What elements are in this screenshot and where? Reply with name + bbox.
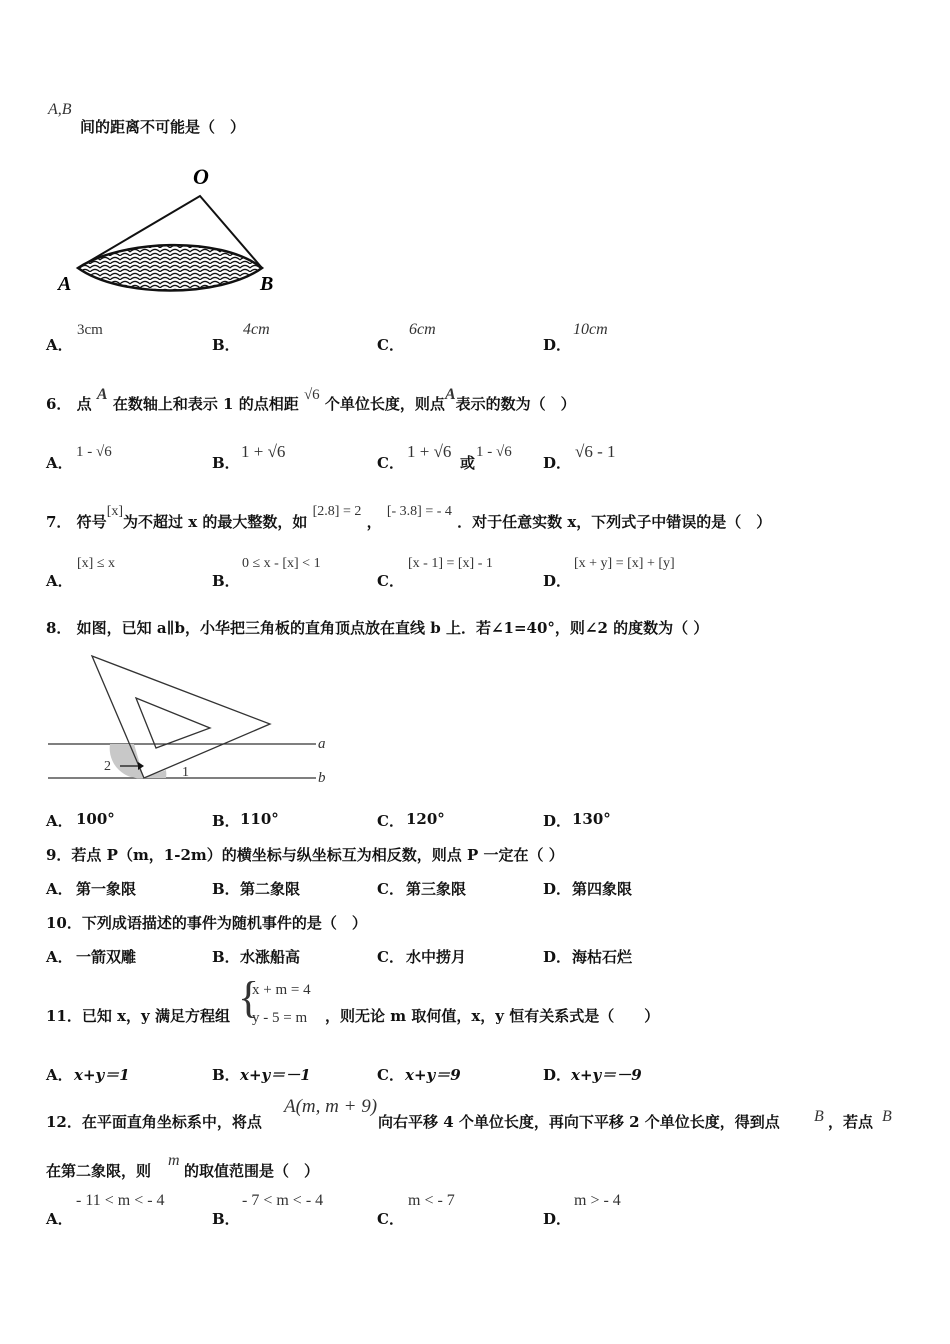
q5-option-c-letter: C． <box>377 336 404 354</box>
q9-option-c-value: 第三象限 <box>406 880 467 898</box>
q10-option-c-letter: C． <box>377 948 404 966</box>
q11-option-c-letter: C． <box>377 1066 404 1084</box>
q9-option-a-letter: A． <box>46 880 73 898</box>
q6-math-a1: A <box>96 386 108 403</box>
q7-option-d-value: [x + y] = [x] + [y] <box>574 556 675 571</box>
q7-option-a-value: [x] ≤ x <box>77 556 116 571</box>
q8-option-a-letter: A． <box>46 812 73 830</box>
q7-text-1: 符号 <box>76 513 107 531</box>
q7-number: 7． <box>46 513 72 531</box>
q6-option-c-value: 1 + √6 <box>407 442 452 461</box>
q12-option-a-letter: A． <box>46 1210 73 1228</box>
q6-option-c-letter: C． <box>377 454 404 472</box>
q8-label-angle-1: 1 <box>182 765 189 780</box>
q8-option-c-letter: C． <box>377 812 404 830</box>
q5-option-a-letter: A． <box>46 336 73 354</box>
q5-label-b: B <box>260 273 274 295</box>
q11-option-d-value: x+y＝－9 <box>571 1066 642 1084</box>
q5-label-a: A <box>58 273 72 295</box>
q10-option-b-letter: B． <box>212 948 240 966</box>
q8-stem: 8． 如图，已知 a∥b，小华把三角板的直角顶点放在直线 b 上．若∠1=40°，则∠2 的度数为（ ） <box>46 619 709 637</box>
q10-option-d-letter: D． <box>543 948 572 966</box>
q7-text-3: ， <box>366 513 382 531</box>
q8-label-b: b <box>318 770 326 786</box>
q7-option-c-value: [x - 1] = [x] - 1 <box>408 556 493 571</box>
q9-option-b-value: 第二象限 <box>240 880 301 898</box>
q12-option-a-value: - 11 < m < - 4 <box>76 1192 165 1209</box>
q12-option-b-value: - 7 < m < - 4 <box>242 1192 324 1209</box>
q7-option-d-letter: D． <box>543 572 572 590</box>
q10-option-c-value: 水中捞月 <box>406 948 467 966</box>
q5-option-d-letter: D． <box>543 336 572 354</box>
q6-option-d-value: √6 - 1 <box>575 442 616 461</box>
q11-option-b-letter: B． <box>212 1066 240 1084</box>
q8-triangle-inner <box>136 698 210 748</box>
q10-stem: 10．下列成语描述的事件为随机事件的是（ ） <box>46 914 367 932</box>
q9-option-c-letter: C． <box>377 880 404 898</box>
q12-stem-1: 12．在平面直角坐标系中，将点 <box>46 1113 262 1131</box>
q11-option-a-value: x+y＝1 <box>74 1066 130 1084</box>
q7-math-floor-x: [x] <box>106 504 124 519</box>
q5-option-a-value: 3cm <box>77 322 103 338</box>
q9-option-d-letter: D． <box>543 880 572 898</box>
q7-stem <box>46 504 772 532</box>
q12-stem-3: ，若点 <box>828 1113 874 1131</box>
q10-option-a-letter: A． <box>46 948 73 966</box>
q8-option-b-value: 110° <box>240 810 279 828</box>
q7-text-2: 为不超过 x 的最大整数，如 <box>123 513 308 531</box>
q12-math-point-a: A(m, m + 9) <box>284 1096 378 1117</box>
q11-equation-1: x + m = 4 <box>252 982 311 998</box>
q11-stem-1: 11．已知 x，y 满足方程组 <box>46 1007 230 1025</box>
q7-option-c-letter: C． <box>377 572 404 590</box>
q5-math-ab: A,B <box>48 101 72 118</box>
q11-option-d-letter: D． <box>543 1066 572 1084</box>
q12-option-d-letter: D． <box>543 1210 572 1228</box>
q10-option-d-value: 海枯石烂 <box>572 948 633 966</box>
q8-option-d-letter: D． <box>543 812 572 830</box>
q10-option-a-value: 一箭双雕 <box>76 948 137 966</box>
q11-stem-2: ，则无论 m 取何值，x，y 恒有关系式是（ ） <box>325 1007 660 1025</box>
q11-option-a-letter: A． <box>46 1066 73 1084</box>
q8-label-angle-2: 2 <box>104 759 111 774</box>
q11-system-brace: { <box>238 973 260 1022</box>
q12-line2-math-m: m <box>168 1152 180 1169</box>
q12-stem-2: 向右平移 4 个单位长度，再向下平移 2 个单位长度，得到点 <box>378 1113 780 1131</box>
q7-text-4: ．对于任意实数 x，下列式子中错误的是（ ） <box>457 513 772 531</box>
q8-option-d-value: 130° <box>572 810 611 828</box>
q6-math-a2: A <box>444 386 456 403</box>
q7-option-a-letter: A． <box>46 572 73 590</box>
q8-option-a-value: 100° <box>76 810 115 828</box>
q12-option-b-letter: B． <box>212 1210 240 1228</box>
q6-text-1: 点 <box>76 395 92 413</box>
q6-option-c-connector: 或 <box>460 454 476 472</box>
q5-label-o: O <box>193 164 209 189</box>
q12-option-c-value: m < - 7 <box>408 1192 455 1209</box>
q6-stem <box>46 386 576 414</box>
q8-option-b-letter: B． <box>212 812 240 830</box>
q6-option-b-value: 1 + √6 <box>241 442 286 461</box>
q8-label-a: a <box>318 736 326 752</box>
q11-option-b-value: x+y＝－1 <box>240 1066 311 1084</box>
q10-option-b-value: 水涨船高 <box>240 948 301 966</box>
q6-option-a-value: 1 - √6 <box>76 444 112 460</box>
q6-option-d-letter: D． <box>543 454 572 472</box>
q12-option-d-value: m > - 4 <box>574 1192 621 1209</box>
q6-option-c-value2: 1 - √6 <box>476 444 512 460</box>
q12-line2-text-2: 的取值范围是（ ） <box>184 1162 320 1180</box>
q12-option-c-letter: C． <box>377 1210 404 1228</box>
q5-figure <box>50 160 290 300</box>
q7-math-example2: [- 3.8] = - 4 <box>386 504 452 519</box>
q6-option-b-letter: B． <box>212 454 240 472</box>
q6-text-4: 表示的数为（ ） <box>455 395 576 413</box>
q6-option-a-letter: A． <box>46 454 73 472</box>
q8-option-c-value: 120° <box>406 810 445 828</box>
q7-math-example1: [2.8] = 2 <box>312 504 362 519</box>
q6-text-2: 在数轴上和表示 1 的点相距 <box>112 395 299 413</box>
q12-line2-text-1: 在第二象限，则 <box>46 1162 152 1180</box>
q5-option-b-letter: B． <box>212 336 240 354</box>
q7-option-b-value: 0 ≤ x - [x] < 1 <box>242 556 321 571</box>
q8-angle-2-shade <box>110 744 144 778</box>
q12-math-point-b1: B <box>814 1108 824 1125</box>
q9-stem: 9．若点 P（m，1-2m）的横坐标与纵坐标互为相反数，则点 P 一定在（ ） <box>46 846 564 864</box>
q7-option-b-letter: B． <box>212 572 240 590</box>
q5-option-d-value: 10cm <box>573 321 608 338</box>
q9-option-a-value: 第一象限 <box>76 880 137 898</box>
q5-option-b-value: 4cm <box>243 321 270 338</box>
q11-option-c-value: x+y＝9 <box>405 1066 461 1084</box>
q12-math-point-b2: B <box>882 1108 892 1125</box>
q8-figure <box>46 650 346 790</box>
q9-option-d-value: 第四象限 <box>572 880 633 898</box>
q6-number: 6． <box>46 395 72 413</box>
q9-option-b-letter: B． <box>212 880 240 898</box>
q5-stem: 间的距离不可能是（ ） <box>80 118 246 136</box>
q6-text-3: 个单位长度，则点 <box>324 395 445 413</box>
q6-math-sqrt6: √6 <box>303 387 320 403</box>
q11-equation-2: y - 5 = m <box>252 1010 308 1026</box>
q5-option-c-value: 6cm <box>409 321 436 338</box>
